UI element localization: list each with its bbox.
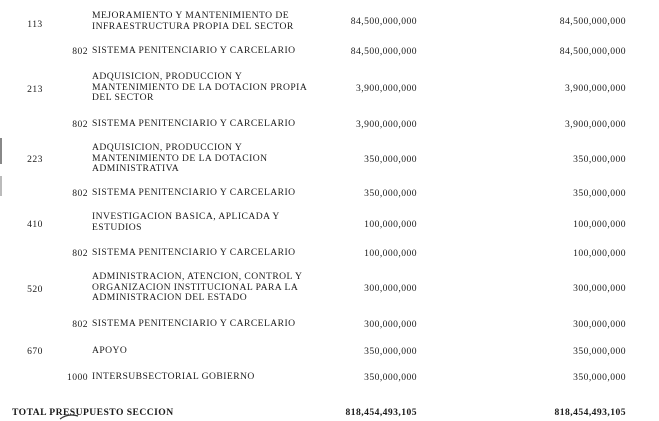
appropriation-value: 84,500,000,000: [350, 46, 417, 57]
total-value: 350,000,000: [573, 188, 626, 199]
subprogram-code: 802: [72, 46, 88, 57]
appropriation-value: 350,000,000: [364, 154, 417, 165]
program-code: 113: [27, 19, 43, 30]
program-code: 670: [27, 346, 43, 357]
appropriation-value: 350,000,000: [364, 372, 417, 383]
total-value: 100,000,000: [573, 219, 626, 230]
total-value: 350,000,000: [573, 346, 626, 357]
row-description: ADQUISICION, PRODUCCION Y MANTENIMIENTO DE LA DOTACION PROPIA DEL SECTOR: [92, 71, 307, 104]
appropriation-value: 350,000,000: [364, 346, 417, 357]
total-value: 350,000,000: [573, 154, 626, 165]
row-description: SISTEMA PENITENCIARIO Y CARCELARIO: [92, 247, 296, 258]
total-appropriation-value: 818,454,493,105: [345, 407, 417, 418]
total-value: 84,500,000,000: [559, 16, 626, 27]
total-value: 300,000,000: [573, 283, 626, 294]
total-value: 3,900,000,000: [564, 83, 626, 94]
row-description: INTERSUBSECTORIAL GOBIERNO: [92, 371, 255, 382]
subprogram-code: 802: [72, 188, 88, 199]
appropriation-value: 350,000,000: [364, 188, 417, 199]
program-code: 213: [27, 84, 43, 95]
appropriation-value: 84,500,000,000: [350, 16, 417, 27]
row-description: ADMINISTRACION, ATENCION, CONTROL Y ORGANIZACION INSTITUCIONAL PARA LA ADMINISTRACION DEL ESTADO: [92, 271, 303, 304]
row-description: APOYO: [92, 345, 128, 356]
program-code: 520: [27, 284, 43, 295]
subprogram-code: 802: [72, 248, 88, 259]
row-description: SISTEMA PENITENCIARIO Y CARCELARIO: [92, 118, 296, 129]
appropriation-value: 3,900,000,000: [355, 83, 417, 94]
appropriation-value: 3,900,000,000: [355, 119, 417, 130]
total-grand-value: 818,454,493,105: [554, 407, 626, 418]
total-value: 350,000,000: [573, 372, 626, 383]
row-description: ADQUISICION, PRODUCCION Y MANTENIMIENTO DE LA DOTACION ADMINISTRATIVA: [92, 142, 268, 175]
program-code: 410: [27, 219, 43, 230]
row-description: SISTEMA PENITENCIARIO Y CARCELARIO: [92, 318, 296, 329]
appropriation-value: 100,000,000: [364, 248, 417, 259]
row-description: MEJORAMIENTO Y MANTENIMIENTO DE INFRAESTRUCTURA PROPIA DEL SECTOR: [92, 10, 294, 32]
total-value: 84,500,000,000: [559, 46, 626, 57]
appropriation-value: 100,000,000: [364, 219, 417, 230]
left-margin-mark: [0, 138, 2, 164]
row-description: INVESTIGACION BASICA, APLICADA Y ESTUDIOS: [92, 211, 280, 233]
total-value: 3,900,000,000: [564, 119, 626, 130]
total-value: 100,000,000: [573, 248, 626, 259]
total-value: 300,000,000: [573, 319, 626, 330]
total-label: TOTAL PRESUPUESTO SECCION: [12, 407, 174, 418]
row-description: SISTEMA PENITENCIARIO Y CARCELARIO: [92, 45, 296, 56]
program-code: 223: [27, 154, 43, 165]
subprogram-code: 802: [72, 319, 88, 330]
subprogram-code: 1000: [67, 372, 88, 383]
subprogram-code: 802: [72, 119, 88, 130]
row-description: SISTEMA PENITENCIARIO Y CARCELARIO: [92, 187, 296, 198]
appropriation-value: 300,000,000: [364, 283, 417, 294]
left-margin-mark: [0, 176, 2, 196]
appropriation-value: 300,000,000: [364, 319, 417, 330]
